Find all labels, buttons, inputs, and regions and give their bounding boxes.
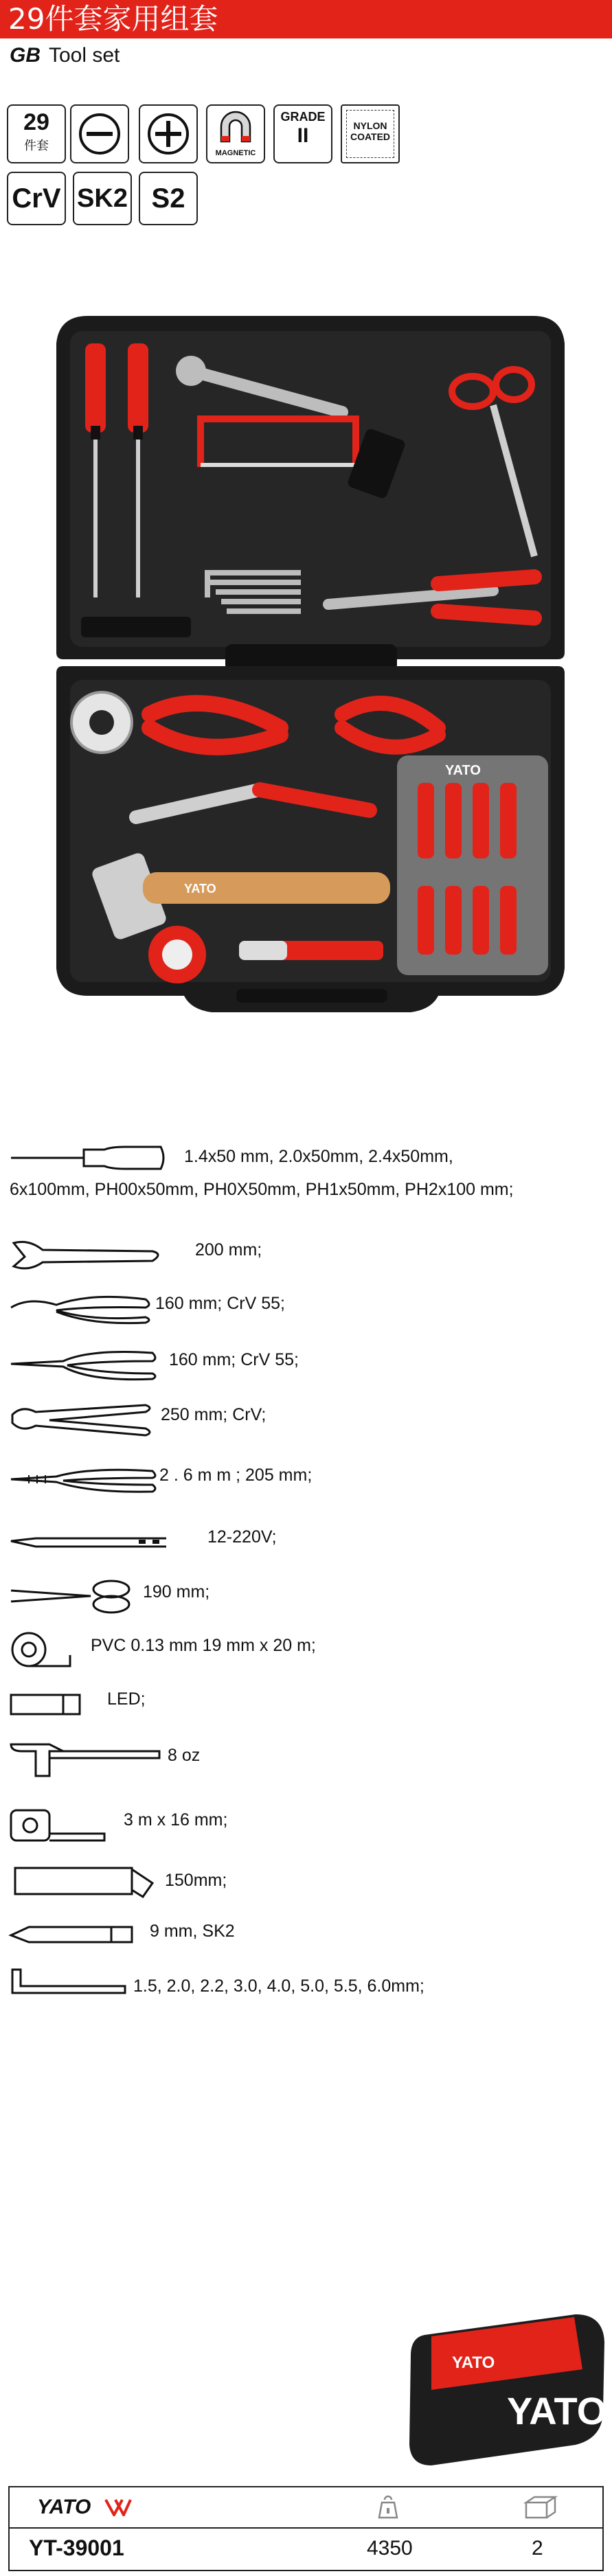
s2-badge bbox=[139, 172, 198, 225]
grade-badge bbox=[273, 104, 332, 163]
spec-text: 8 oz bbox=[168, 1746, 201, 1765]
magnet-icon bbox=[207, 106, 264, 148]
spec-text: 250 mm; CrV; bbox=[161, 1405, 267, 1424]
spec-hex-keys bbox=[0, 1959, 612, 2007]
spec-wrench bbox=[0, 1229, 612, 1277]
spec-text-line2: 6x100mm, PH00x50mm, PH0X50mm, PH1x50mm, PH2x100 mm; bbox=[10, 1180, 514, 1199]
spec-scissors bbox=[0, 1571, 612, 1619]
spec-text: 150mm; bbox=[165, 1871, 227, 1890]
tool-case-photo bbox=[54, 316, 567, 1014]
closed-case-photo bbox=[404, 2294, 610, 2472]
hammer-logo: YATO bbox=[184, 882, 216, 896]
magnetic-badge bbox=[206, 104, 265, 163]
slotted-screwdriver-icon bbox=[71, 106, 128, 162]
piece-count-badge bbox=[7, 104, 66, 163]
bitbox-logo: YATO bbox=[445, 763, 481, 778]
combination-pliers-icon bbox=[8, 1290, 166, 1325]
s2-label: S2 bbox=[151, 183, 185, 214]
spec-utility-knife bbox=[0, 1911, 612, 1959]
voltage-tester-icon bbox=[8, 1523, 166, 1559]
header-bar bbox=[0, 0, 612, 38]
spec-hacksaw bbox=[0, 1847, 612, 1911]
spec-text: 160 mm; CrV 55; bbox=[169, 1350, 299, 1369]
sk2-label: SK2 bbox=[77, 184, 128, 213]
spec-text: 160 mm; CrV 55; bbox=[155, 1294, 285, 1313]
spec-text-line1: 1.4x50 mm, 2.0x50mm, 2.4x50mm, bbox=[184, 1147, 453, 1166]
spec-long-nose-pliers bbox=[0, 1339, 612, 1387]
screwdriver-icon bbox=[8, 1140, 166, 1176]
spec-tape-measure bbox=[0, 1799, 612, 1847]
screwdriver-handle bbox=[85, 343, 106, 433]
spec-insulating-tape bbox=[0, 1625, 612, 1673]
spec-text: 190 mm; bbox=[143, 1582, 210, 1602]
spec-text: 2 . 6 m m ; 205 mm; bbox=[159, 1466, 313, 1485]
subtitle bbox=[10, 44, 120, 67]
screwdriver-handle bbox=[128, 343, 148, 433]
water-pump-pliers-icon bbox=[8, 1401, 166, 1437]
crv-badge bbox=[7, 172, 66, 225]
spec-text: 3 m x 16 mm; bbox=[124, 1810, 228, 1830]
grade-title: GRADE bbox=[280, 110, 326, 124]
grade-value: II bbox=[297, 124, 309, 147]
spec-water-pump-pliers bbox=[0, 1394, 612, 1442]
hammer-handle bbox=[143, 872, 390, 904]
spec-text: 9 mm, SK2 bbox=[150, 1922, 235, 1941]
spec-text: LED; bbox=[107, 1689, 146, 1709]
sk2-badge bbox=[73, 172, 132, 225]
crv-label: CrV bbox=[12, 183, 61, 214]
flashlight bbox=[81, 617, 191, 637]
phillips-screwdriver-icon bbox=[140, 106, 196, 162]
hammer-icon bbox=[8, 1732, 166, 1787]
product-table bbox=[8, 2486, 604, 2571]
spec-voltage-tester bbox=[0, 1516, 612, 1564]
table-brand: YATO bbox=[37, 2496, 91, 2518]
product-code: YT-39001 bbox=[29, 2535, 124, 2560]
carton-box-icon bbox=[523, 2494, 558, 2519]
case-small-logo: YATO bbox=[452, 2353, 495, 2372]
case-logo: YATO bbox=[507, 2389, 607, 2432]
utility-knife-icon bbox=[8, 1917, 166, 1953]
spec-text: 1.5, 2.0, 2.2, 3.0, 4.0, 5.0, 5.5, 6.0mm; bbox=[133, 1976, 424, 1996]
standard-label: GB bbox=[10, 44, 41, 67]
spec-text: 12-220V; bbox=[207, 1527, 277, 1547]
slotted-badge bbox=[70, 104, 129, 163]
spec-combination-pliers bbox=[0, 1283, 612, 1331]
adjustable-wrench-icon bbox=[8, 1236, 166, 1272]
nylon-coated-badge bbox=[341, 104, 400, 163]
table-header-row bbox=[10, 2487, 602, 2529]
yato-mark-icon bbox=[104, 2498, 132, 2516]
spec-hammer bbox=[0, 1725, 612, 1791]
phillips-badge bbox=[139, 104, 198, 163]
piece-count: 29 bbox=[23, 109, 49, 135]
carton-quantity: 2 bbox=[532, 2537, 543, 2560]
nylon-label: NYLON bbox=[353, 120, 387, 131]
spec-text: 200 mm; bbox=[195, 1240, 262, 1259]
coated-label: COATED bbox=[350, 131, 391, 142]
page-title: 29件套家用组套 bbox=[8, 2, 218, 36]
spec-screwdrivers bbox=[0, 1133, 612, 1209]
spec-wire-stripper bbox=[0, 1455, 612, 1503]
spec-text: PVC 0.13 mm 19 mm x 20 m; bbox=[91, 1636, 316, 1655]
spec-led-light bbox=[0, 1678, 612, 1726]
product-name: Tool set bbox=[49, 44, 120, 67]
piece-count-unit: 件套 bbox=[24, 139, 49, 152]
hacksaw-icon bbox=[8, 1854, 166, 1906]
product-weight: 4350 bbox=[367, 2537, 413, 2560]
wire-stripper-icon bbox=[8, 1461, 166, 1497]
long-nose-pliers-icon bbox=[8, 1346, 166, 1382]
magnetic-label: MAGNETIC bbox=[215, 149, 256, 157]
weight-icon bbox=[378, 2494, 398, 2519]
